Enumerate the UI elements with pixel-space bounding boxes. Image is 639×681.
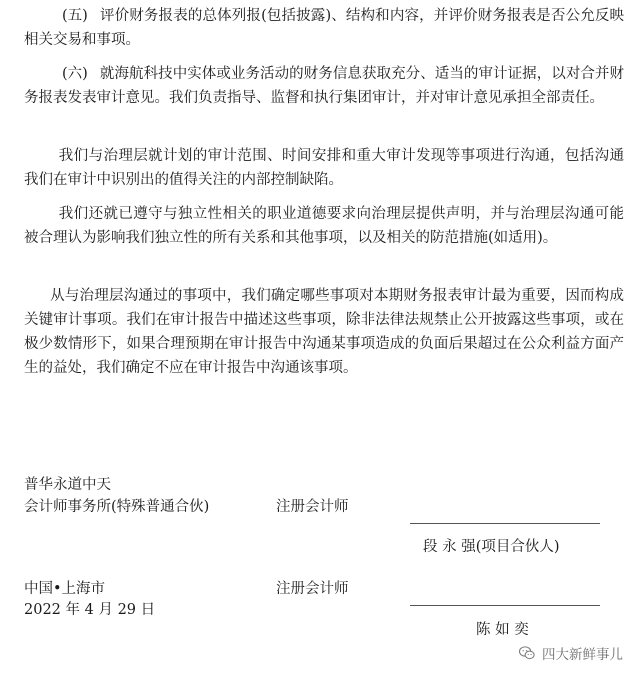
paragraph-item-6 [24,62,624,110]
firm-location: 中国•上海市 [24,581,106,597]
watermark [518,643,623,663]
paragraph-independence: 我们还就已遵守与独立性相关的职业道德要求向治理层提供声明，并与治理层沟通可能被合理认为影响我们独立性的所有关系和其他事项，以及相关的防范措施(如适用)。 [24,206,624,246]
watermark-text: 四大新鲜事儿 [542,647,623,663]
item-label-5: (五) [62,8,88,24]
signer-name-2: 陈 如 奕 [476,622,529,638]
firm-name-line2: 会计师事务所(特殊普通合伙) [24,499,210,515]
signature-line-1 [410,523,600,525]
signer-name-1: 段 永 强(项目合伙人) [423,539,560,555]
item-label-6: (六) [62,66,88,82]
paragraph-key-audit-matters: 从与治理层沟通过的事项中，我们确定哪些事项对本期财务报表审计最为重要，因而构成关键审计事项。我们在审计报告中描述这些事项，除非法律法规禁止公开披露这些事项，或在极少数情形下，如果合理预期在审计报告中沟通某事项造成的负面后果超过在公众利益方面产生的益处，我们确定不应在审计报告中沟通该事项。 [24,288,624,376]
report-date: 2022 年 4 月 29 日 [24,602,156,618]
firm-name-line1: 普华永道中天 [24,477,111,493]
paragraph-item-5 [24,4,624,52]
cpa-label-2: 注册会计师 [276,581,349,597]
cpa-label-1: 注册会计师 [276,499,349,515]
item-text-6: 就海航科技中实体或业务活动的财务信息获取充分、适当的审计证据，以对合并财务报表发表审计意见。我们负责指导、监督和执行集团审计，并对审计意见承担全部责任。 [24,66,624,106]
item-text-5: 评价财务报表的总体列报(包括披露)、结构和内容，并评价财务报表是否公允反映相关交易和事项。 [24,8,624,48]
paragraph-communication: 我们与治理层就计划的审计范围、时间安排和重大审计发现等事项进行沟通，包括沟通我们在审计中识别出的值得关注的内部控制缺陷。 [24,148,624,188]
wechat-icon [518,644,536,662]
signature-line-2 [410,605,600,607]
